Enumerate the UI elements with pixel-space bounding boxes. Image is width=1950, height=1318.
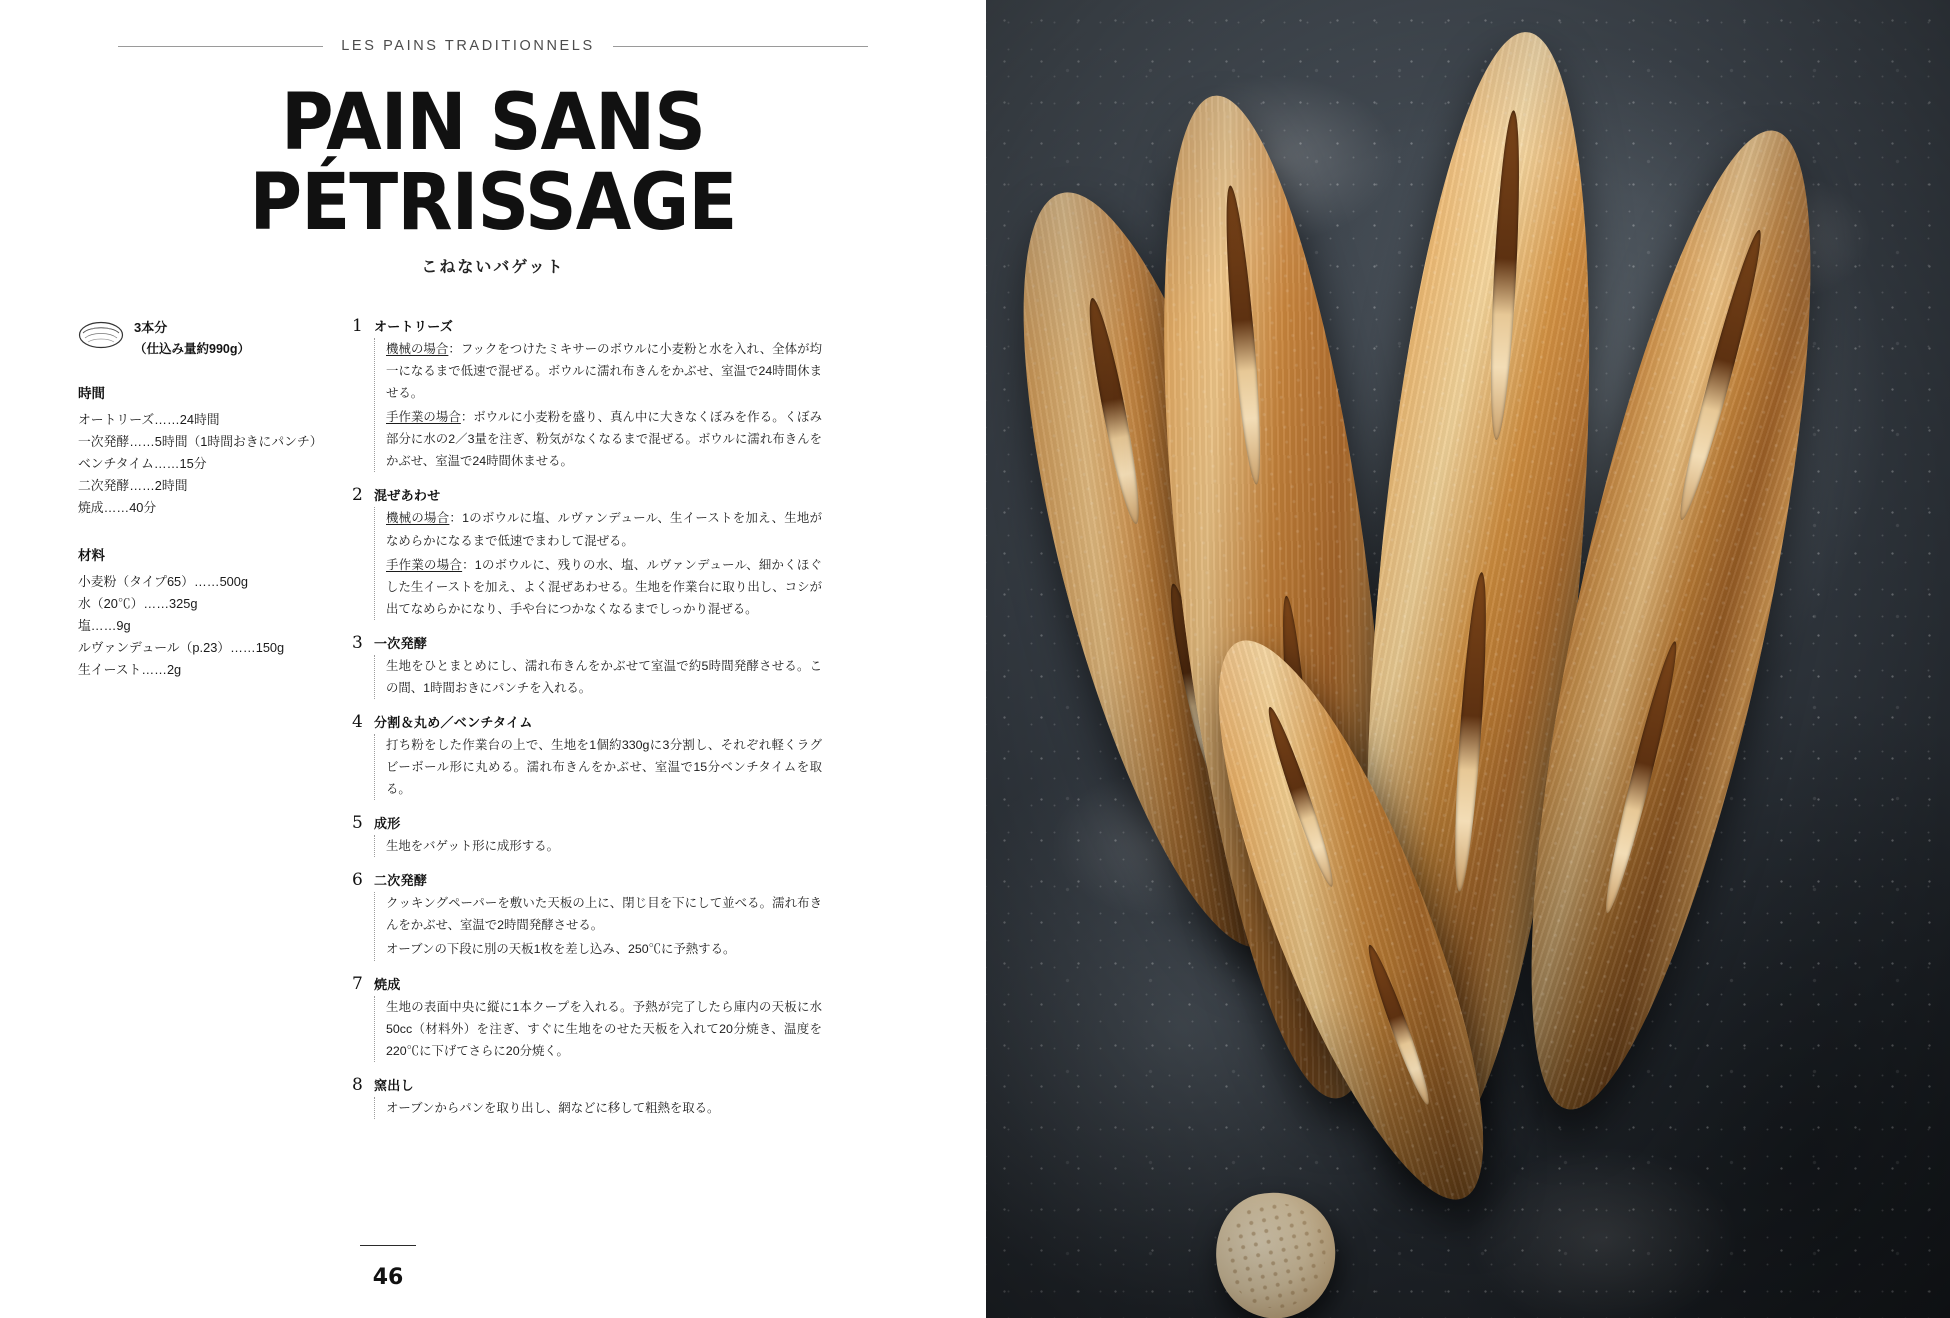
step-title: オートリーズ (374, 319, 454, 334)
step-text: ：フックをつけたミキサーのボウルに小麦粉と水を入れ、全体が均一になるまで低速で混ぜる。ボウルに濡れ布きんをかぶせ、室温で24時間休ませる。 (386, 342, 822, 401)
folio-rule (360, 1245, 416, 1246)
recipe-step (352, 633, 822, 701)
page-number: 46 (372, 1265, 404, 1290)
step-title: 混ぜあわせ (374, 488, 441, 504)
step-paragraph (386, 507, 822, 551)
step-text: ：1のボウルに塩、ルヴァンデュール、生イーストを加え、生地がなめらかになるまで低速でまわして混ぜる。 (386, 511, 822, 548)
step-paragraph: 生地をバゲット形に成形する。 (386, 839, 559, 854)
step-title: 二次発酵 (374, 873, 428, 889)
list-item: 一次発酵……5時間（1時間おきにパンチ） (78, 433, 323, 449)
step-number: 2 (352, 485, 363, 506)
step-paragraph (386, 406, 822, 472)
chapter-kicker (0, 38, 986, 54)
recipe-step (352, 813, 822, 859)
step-lead: 機械の場合 (386, 342, 449, 356)
step-number: 8 (352, 1074, 363, 1095)
step-paragraph (386, 338, 822, 404)
kicker-rule-left (118, 46, 323, 47)
page-title (0, 78, 986, 277)
step-number: 1 (352, 316, 363, 336)
list-item: 生イースト……2g (78, 661, 182, 677)
step-lead: 手作業の場合 (386, 410, 461, 425)
list-item: ベンチタイム……15分 (78, 455, 207, 471)
title-line-2: PÉTRISSAGE (249, 158, 737, 249)
step-title: 窯出し (374, 1077, 414, 1093)
list-item: 塩……9g (78, 617, 131, 633)
yield-detail: （仕込み量約990g） (134, 341, 250, 356)
kicker-rule-right (613, 46, 868, 47)
step-number: 5 (352, 813, 363, 834)
list-item: 焼成……40分 (78, 499, 157, 515)
baguettes-photo (986, 0, 1950, 1318)
list-item: 水（20℃）……325g (78, 595, 198, 611)
recipe-step (352, 712, 822, 802)
step-number: 4 (352, 712, 363, 733)
timing-heading: 時間 (78, 385, 105, 401)
step-number: 7 (352, 973, 363, 994)
bread-loaf-icon (78, 320, 124, 357)
list-item: ルヴァンデュール（p.23）……150g (78, 639, 285, 655)
list-item: 小麦粉（タイプ65）……500g (78, 573, 249, 589)
step-paragraph: 生地をひとまとめにし、濡れ布きんをかぶせて室温で約5時間発酵させる。この間、1時間おきにパンチを入れる。 (386, 658, 822, 695)
timing-list (78, 409, 323, 519)
step-paragraph: オーブンの下段に別の天板1枚を差し込み、250℃に予熱する。 (386, 942, 736, 957)
step-number: 3 (352, 632, 363, 653)
step-paragraph: 生地の表面中央に縦に1本クープを入れる。予熱が完了したら庫内の天板に水50cc（材料外）を注ぎ、すぐに生地をのせた天板を入れて20分焼き、温度を220℃に下げてさらに20分焼く。 (386, 999, 822, 1058)
step-lead: 機械の場合 (386, 511, 450, 526)
recipe-steps (352, 316, 822, 1132)
recipe-step (352, 1075, 822, 1121)
recipe-step (352, 485, 822, 621)
ingredients-list (78, 571, 284, 681)
step-text: ：1のボウルに、残りの水、塩、ルヴァンデュール、細かくほぐした生イーストを加え、よく混ぜあわせる。生地を作業台に取り出し、コシが出てなめらかになり、手や台につかなくなるまでしっかり混ぜる。 (386, 557, 823, 616)
list-item: 二次発酵……2時間 (78, 477, 188, 493)
step-paragraph: オーブンからパンを取り出し、網などに移して粗熱を取る。 (386, 1100, 720, 1115)
title-line-1: PAIN SANS (281, 78, 705, 168)
recipe-step (352, 974, 822, 1064)
step-lead: 手作業の場合 (386, 557, 463, 572)
title-subtitle-jp: こねないバゲット (421, 259, 565, 277)
kicker-label: LES PAINS TRADITIONNELS (341, 38, 595, 54)
step-title: 成形 (374, 816, 401, 832)
step-number: 6 (352, 870, 363, 891)
yield-amount: 3本分 (134, 320, 168, 335)
yield-block (78, 318, 284, 359)
step-paragraph: 打ち粉をした作業台の上で、生地を1個約330gに3分割し、それぞれ軽くラグビーボール形に丸める。濡れ布きんをかぶせ、室温で15分ベンチタイムを取る。 (386, 738, 822, 797)
list-item: オートリーズ……24時間 (78, 411, 220, 427)
step-paragraph (386, 554, 822, 620)
step-title: 分割＆丸め／ベンチタイム (374, 715, 533, 731)
step-text: ：ボウルに小麦粉を盛り、真ん中に大きなくぼみを作る。くぼみ部分に水の2／3量を注ぎ、粉気がなくなるまで混ぜる。ボウルに濡れ布きんをかぶせ、室温で24時間休ませる。 (386, 410, 822, 469)
recipe-step (352, 870, 822, 962)
step-paragraph: クッキングペーパーを敷いた天板の上に、閉じ目を下にして並べる。濡れ布きんをかぶせ、室温で2時間発酵させる。 (386, 896, 822, 933)
recipe-step (352, 316, 822, 474)
recipe-meta-column (78, 318, 323, 707)
yield-text (134, 318, 250, 359)
step-title: 一次発酵 (374, 635, 428, 651)
ingredients-heading: 材料 (78, 547, 105, 563)
step-title: 焼成 (374, 976, 401, 992)
